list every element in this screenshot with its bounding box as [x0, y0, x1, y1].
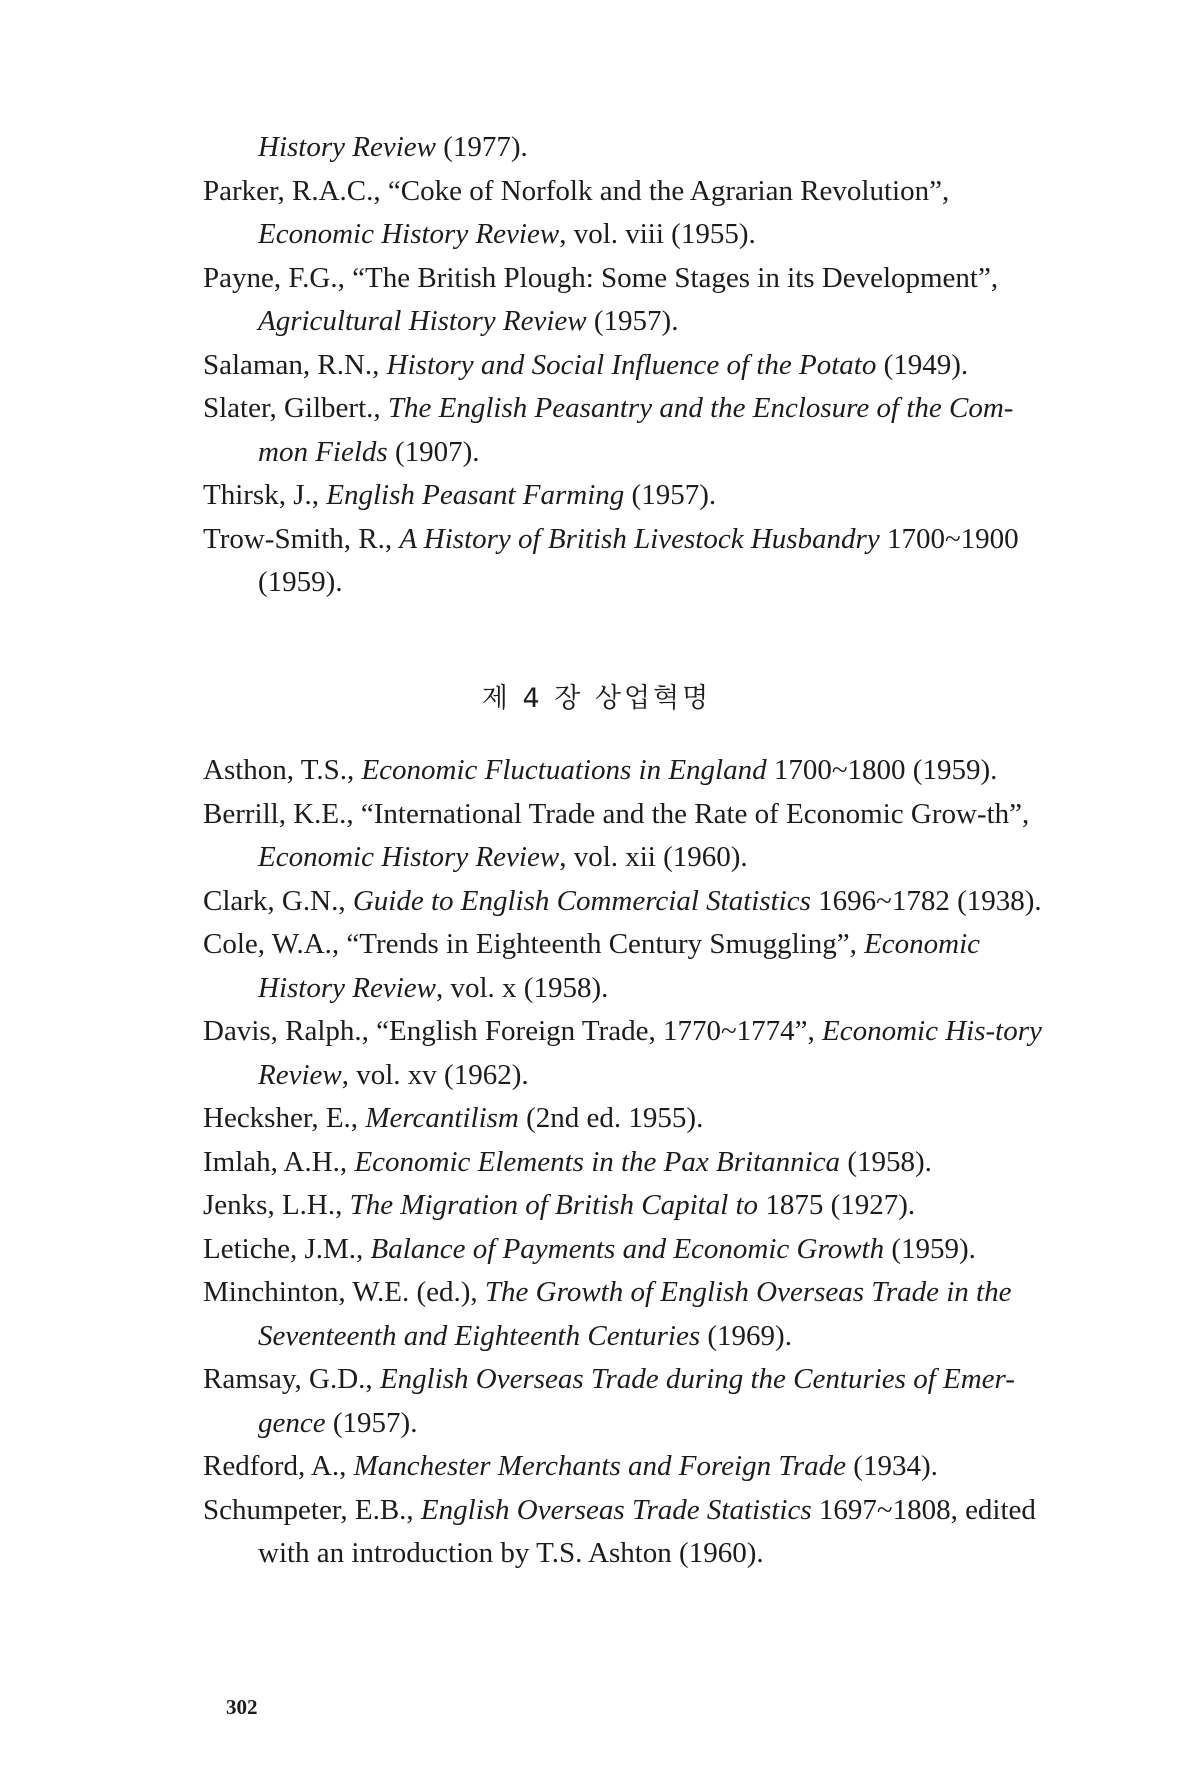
reference-text: 1700~1900 (1959).: [258, 522, 1019, 598]
reference-text: Imlah, A.H.,: [203, 1145, 355, 1178]
reference-title: History Review: [258, 131, 436, 163]
reference-text: 1875 (1927).: [758, 1189, 916, 1221]
reference-title: Agricultural History Review: [258, 305, 587, 337]
reference-text: Trow-Smith, R.,: [203, 522, 400, 555]
reference-text: 1697~1808, edited with an introduction by T.S. Ashton (1960).: [258, 1493, 1036, 1569]
reference-entry: [203, 387, 1043, 474]
reference-text: Redford, A.,: [203, 1450, 354, 1482]
reference-text: Hecksher, E.,: [203, 1102, 366, 1134]
reference-text: (1969).: [700, 1319, 792, 1352]
reference-entry: [203, 518, 1043, 605]
reference-title: Economic History Review: [258, 841, 560, 873]
reference-title: Manchester Merchants and Foreign Trade: [353, 1450, 847, 1482]
reference-text: Schumpeter, E.B.,: [203, 1493, 421, 1526]
reference-text: (2nd ed. 1955).: [518, 1102, 704, 1134]
reference-text: 1700~1800 (1959).: [766, 754, 998, 786]
reference-entry: [203, 126, 1043, 170]
reference-text: Minchinton, W.E. (ed.),: [203, 1276, 485, 1308]
reference-text: Payne, F.G., “The British Plough: Some Stages in its Development”,: [203, 261, 999, 294]
reference-text: (1957).: [325, 1406, 418, 1439]
reference-entry: [203, 344, 1043, 388]
reference-title: Economic History Review: [258, 218, 560, 250]
reference-text: (1977).: [435, 131, 528, 163]
reference-entry: [203, 1489, 1043, 1576]
reference-title: English Overseas Trade during the Centuries of Emer-gence: [258, 1363, 1015, 1439]
page-number: 302: [226, 1695, 258, 1719]
chapter-heading: 제 4 장 상업혁명: [481, 683, 712, 714]
reference-entry: [203, 1097, 1043, 1141]
reference-text: Letiche, J.M.,: [203, 1232, 371, 1265]
reference-title: English Peasant Farming: [326, 479, 625, 511]
reference-title: Economic His-tory Review: [258, 1015, 1042, 1091]
reference-entry: [203, 1141, 1043, 1185]
reference-text: , vol. xii (1960).: [559, 841, 748, 873]
reference-text: (1907).: [387, 435, 480, 468]
reference-text: , vol. viii (1955).: [559, 218, 756, 250]
reference-text: (1959).: [884, 1232, 976, 1265]
reference-entry: [203, 1445, 1043, 1489]
reference-text: (1958).: [840, 1145, 932, 1178]
reference-entry: [203, 1184, 1043, 1228]
reference-entry: [203, 749, 1043, 793]
reference-title: Economic History Review: [258, 928, 981, 1004]
reference-text: (1949).: [876, 348, 969, 381]
reference-text: , vol. x (1958).: [435, 971, 609, 1004]
reference-text: (1934).: [846, 1450, 938, 1482]
reference-text: Berrill, K.E., “International Trade and the Rate of Economic Grow-th”,: [203, 797, 1030, 830]
bibliography-list-top: [203, 126, 1043, 605]
reference-title: Economic Fluctuations in England: [361, 754, 767, 786]
reference-entry: [203, 474, 1043, 518]
reference-title: The Growth of English Overseas Trade in the Seventeenth and Eighteenth Centuries: [258, 1276, 1012, 1352]
reference-entry: [203, 257, 1043, 344]
reference-text: Asthon, T.S.,: [203, 754, 362, 786]
reference-title: Mercantilism: [365, 1102, 519, 1134]
bibliography-list-commercial-revolution: [203, 749, 1043, 1576]
reference-entry: [203, 1358, 1043, 1445]
reference-title: A History of British Livestock Husbandry: [399, 522, 880, 555]
reference-entry: [203, 170, 1043, 257]
reference-title: The Migration of British Capital to: [349, 1189, 759, 1221]
reference-text: Davis, Ralph., “English Foreign Trade, 1770~1774”,: [203, 1015, 823, 1047]
reference-entry: [203, 923, 1043, 1010]
reference-text: Thirsk, J.,: [203, 479, 327, 511]
reference-text: , vol. xv (1962).: [341, 1058, 529, 1091]
reference-text: Jenks, L.H.,: [203, 1189, 350, 1221]
reference-entry: [203, 880, 1043, 924]
reference-text: (1957).: [586, 305, 679, 337]
reference-title: The English Peasantry and the Enclosure of the Com-mon Fields: [258, 392, 1014, 468]
reference-text: Ramsay, G.D.,: [203, 1363, 380, 1395]
reference-title: History and Social Influence of the Potato: [386, 348, 877, 381]
reference-title: English Overseas Trade Statistics: [420, 1493, 812, 1526]
reference-text: Parker, R.A.C., “Coke of Norfolk and the Agrarian Revolution”,: [203, 174, 950, 207]
reference-entry: [203, 1010, 1043, 1097]
reference-text: Salaman, R.N.,: [203, 348, 387, 381]
reference-entry: [203, 1271, 1043, 1358]
reference-title: Balance of Payments and Economic Growth: [370, 1232, 885, 1265]
reference-title: Guide to English Commercial Statistics: [352, 884, 811, 917]
reference-text: Slater, Gilbert.,: [203, 392, 388, 424]
reference-text: Clark, G.N.,: [203, 884, 353, 917]
reference-text: (1957).: [624, 479, 717, 511]
reference-text: Cole, W.A., “Trends in Eighteenth Century Smuggling”,: [203, 928, 865, 960]
reference-entry: [203, 793, 1043, 880]
reference-entry: [203, 1228, 1043, 1272]
reference-text: 1696~1782 (1938).: [810, 884, 1042, 917]
reference-title: Economic Elements in the Pax Britannica: [354, 1145, 841, 1178]
